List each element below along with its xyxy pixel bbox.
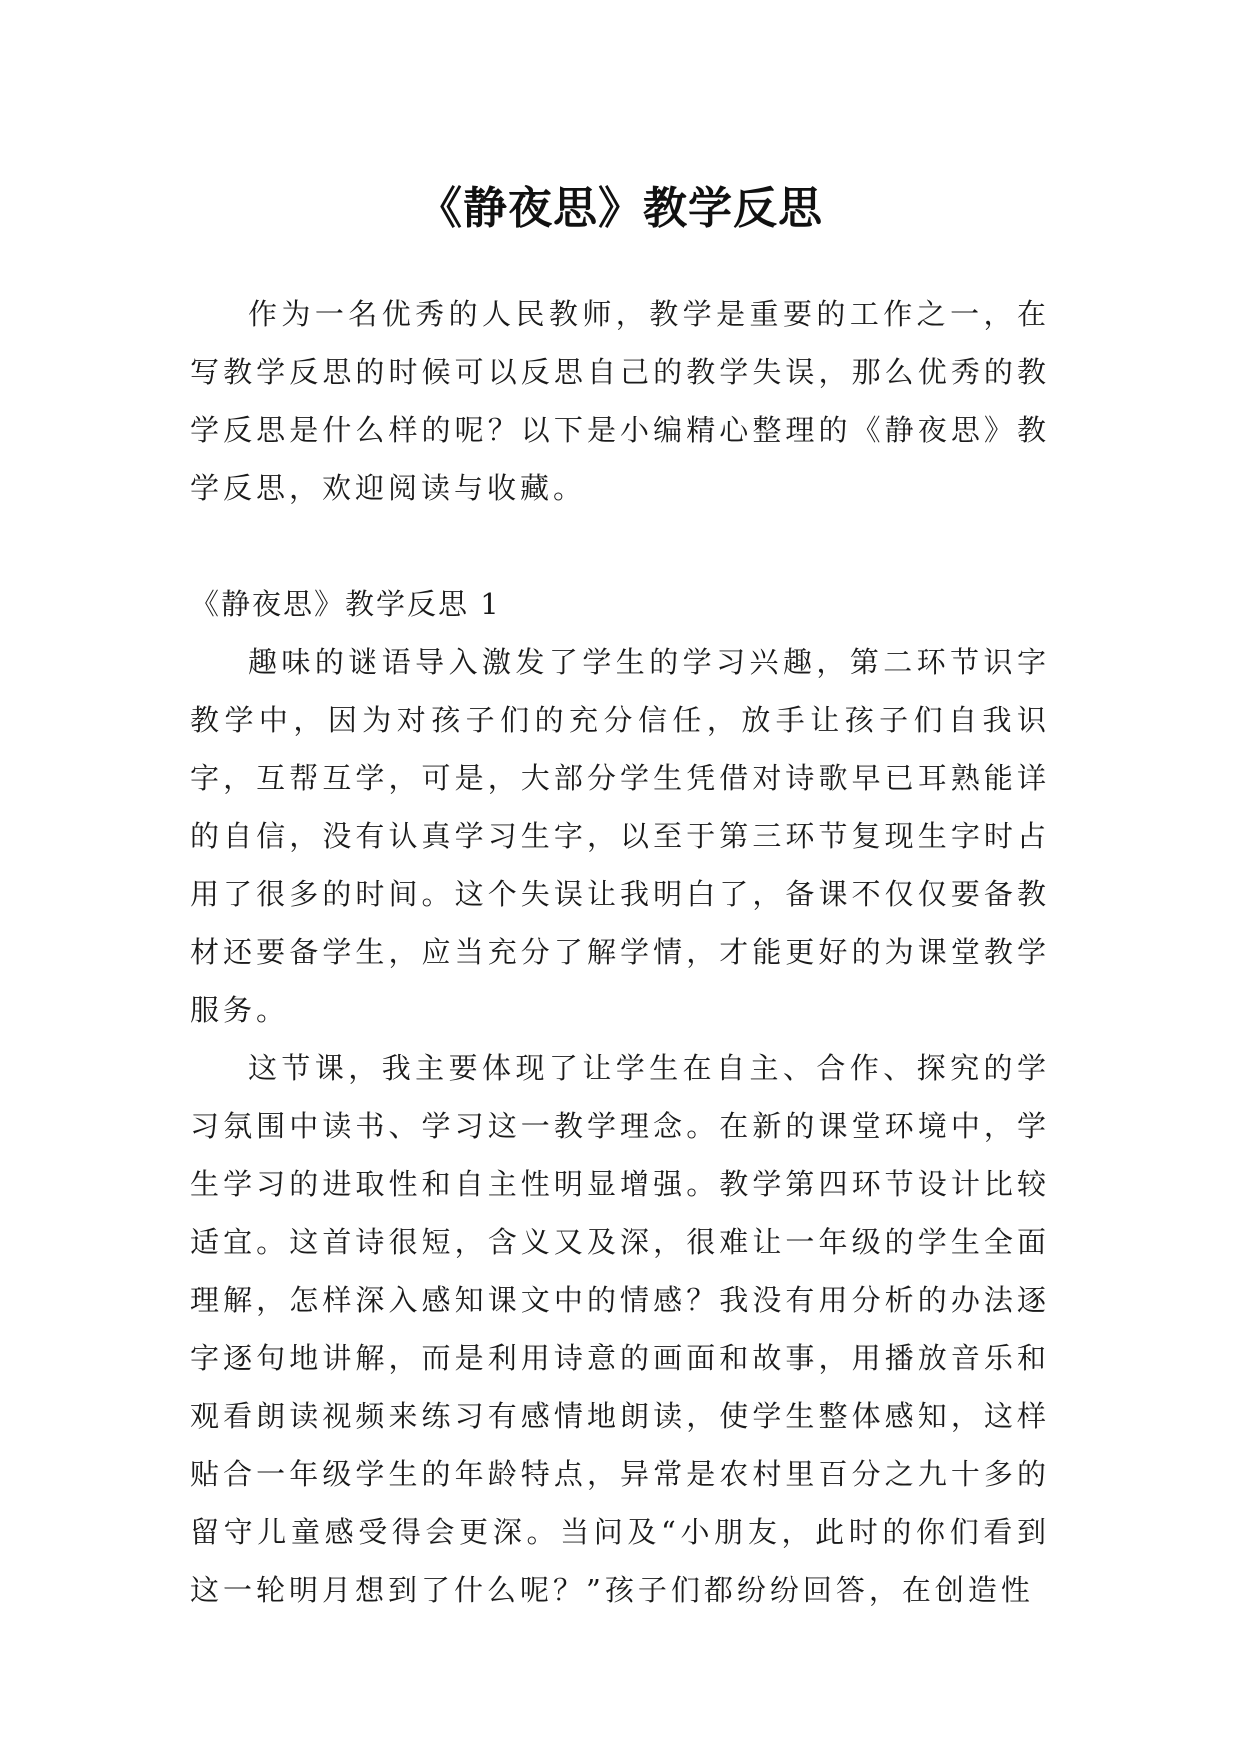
section-heading: 《静夜思》教学反思 1 — [190, 587, 501, 621]
document-body — [190, 285, 1050, 1619]
intro-paragraph: 作为一名优秀的人民教师，教学是重要的工作之一，在写教学反思的时候可以反思自己的教学失误，那么优秀的教学反思是什么样的呢？以下是小编精心整理的《静夜思》教学反思，欢迎阅读与收藏。 — [190, 297, 1050, 505]
document-title: 《静夜思》教学反思 — [418, 183, 823, 235]
body-paragraph-2: 这节课，我主要体现了让学生在自主、合作、探究的学习氛围中读书、学习这一教学理念。在新的课堂环境中，学生学习的进取性和自主性明显增强。教学第四环节设计比较适宜。这首诗很短，含义又及深，很难让一年级的学生全面理解，怎样深入感知课文中的情感？我没有用分析的办法逐字逐句地讲解，而是利用诗意的画面和故事，用播放音乐和观看朗读视频来练习有感情地朗读，使学生整体感知，这样贴合一年级学生的年龄特点，异常是农村里百分之九十多的留守儿童感受得会更深。当问及“小朋友，此时的你们看到这一轮明月想到了什么呢？”孩子们都纷纷回答，在创造性 — [190, 1051, 1050, 1607]
body-paragraph-1: 趣味的谜语导入激发了学生的学习兴趣，第二环节识字教学中，因为对孩子们的充分信任，放手让孩子们自我识字，互帮互学，可是，大部分学生凭借对诗歌早已耳熟能详的自信，没有认真学习生字，以至于第三环节复现生字时占用了很多的时间。这个失误让我明白了，备课不仅仅要备教材还要备学生，应当充分了解学情，才能更好的为课堂教学服务。 — [190, 645, 1050, 1027]
